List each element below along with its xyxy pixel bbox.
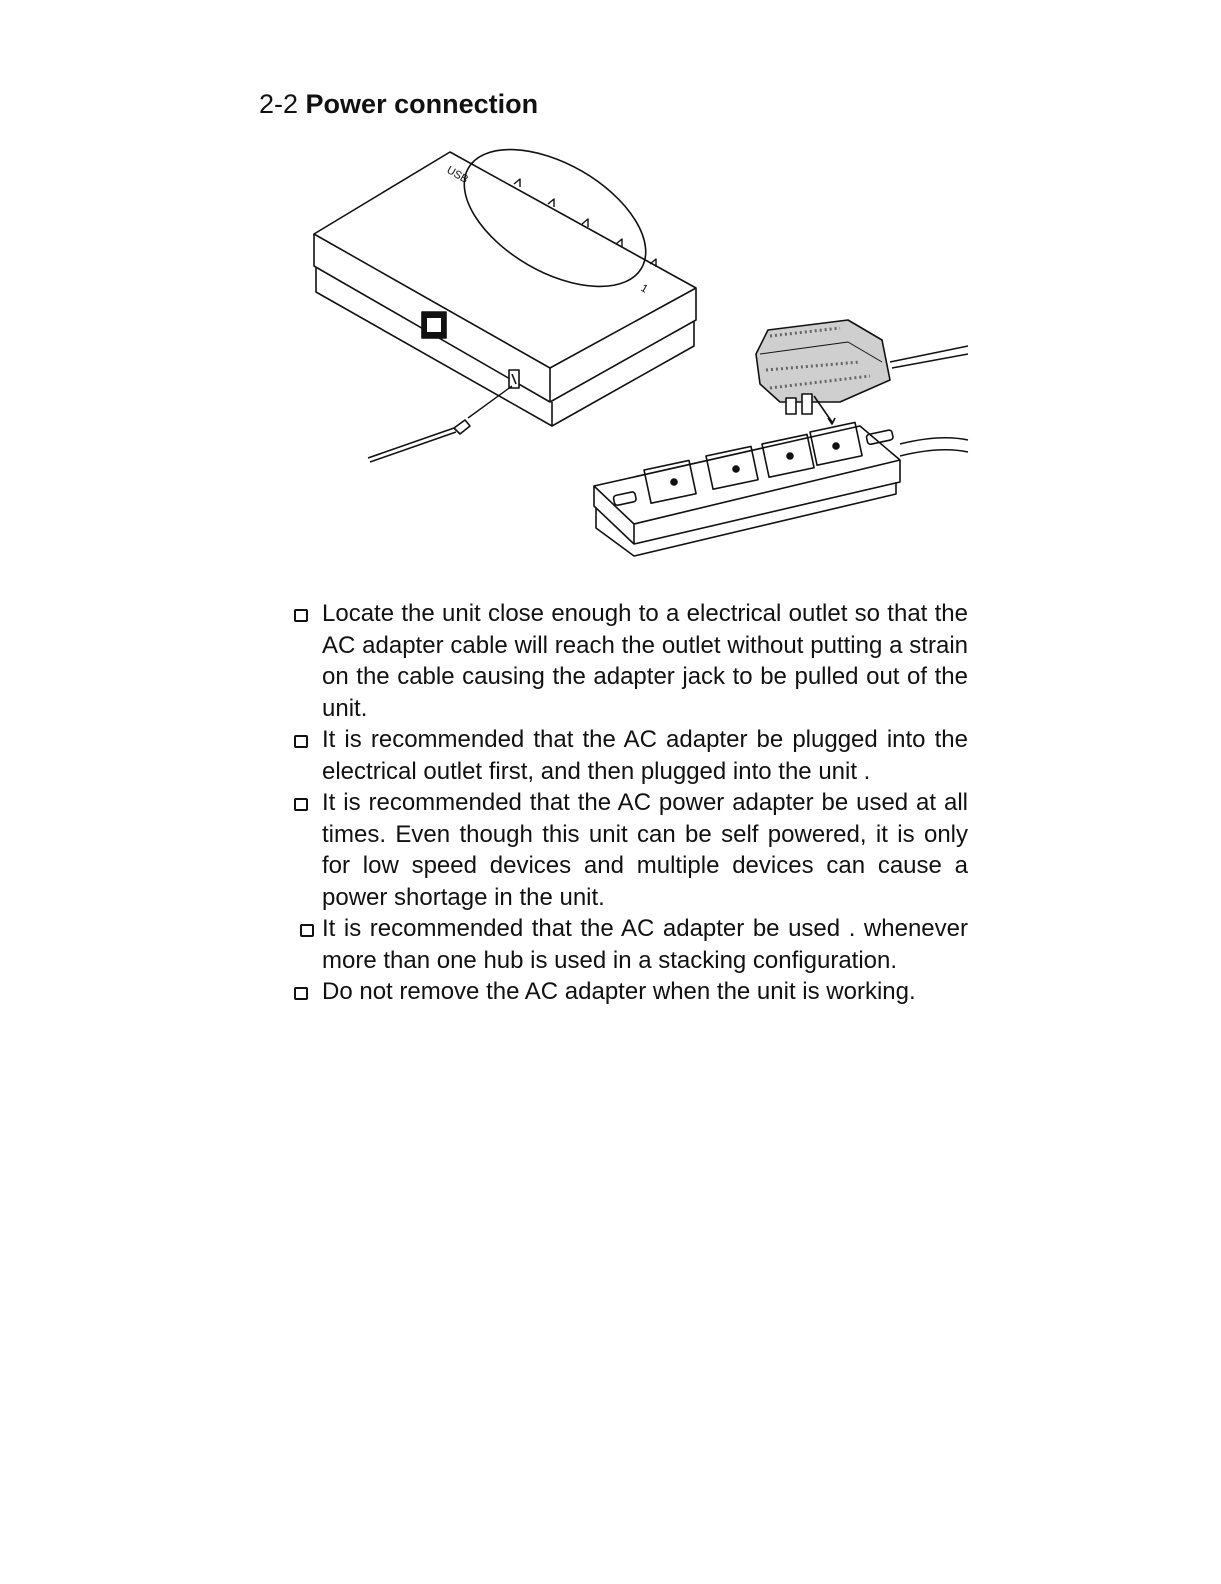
ac-adapter-drawing [756,320,968,424]
instructions-list [292,598,968,1008]
list-item: Locate the unit close enough to a electrical outlet so that the AC adapter cable will reach the outlet without putting a strain on the cable causing the adapter jack to be pulled out of the unit. [292,598,968,724]
checkbox-bullet-icon [294,798,308,811]
list-item: Do not remove the AC adapter when the unit is working. [292,976,968,1008]
power-connection-illustration [300,140,980,560]
list-item: It is recommended that the AC power adapter be used at all times. Even though this unit can be self powered, it is only for low speed devices and multiple devices can cause a power shortage in the unit. [292,787,968,913]
power-strip-drawing [594,422,968,556]
section-title: Power connection [305,89,539,119]
section-number: 2-2 [259,89,299,119]
checkbox-bullet-icon [294,609,308,622]
port-label: 1 [638,282,650,296]
checkbox-bullet-icon [300,924,314,937]
list-item: It is recommended that the AC adapter be used . whenever more than one hub is used in a stacking configuration. [298,913,968,976]
checkbox-bullet-icon [294,987,308,1000]
section-heading [259,86,538,122]
list-item: It is recommended that the AC adapter be plugged into the electrical outlet first, and then plugged into the unit . [292,724,968,787]
usb-label: USB [444,164,471,186]
usb-hub-drawing [314,140,696,462]
checkbox-bullet-icon [294,735,308,748]
